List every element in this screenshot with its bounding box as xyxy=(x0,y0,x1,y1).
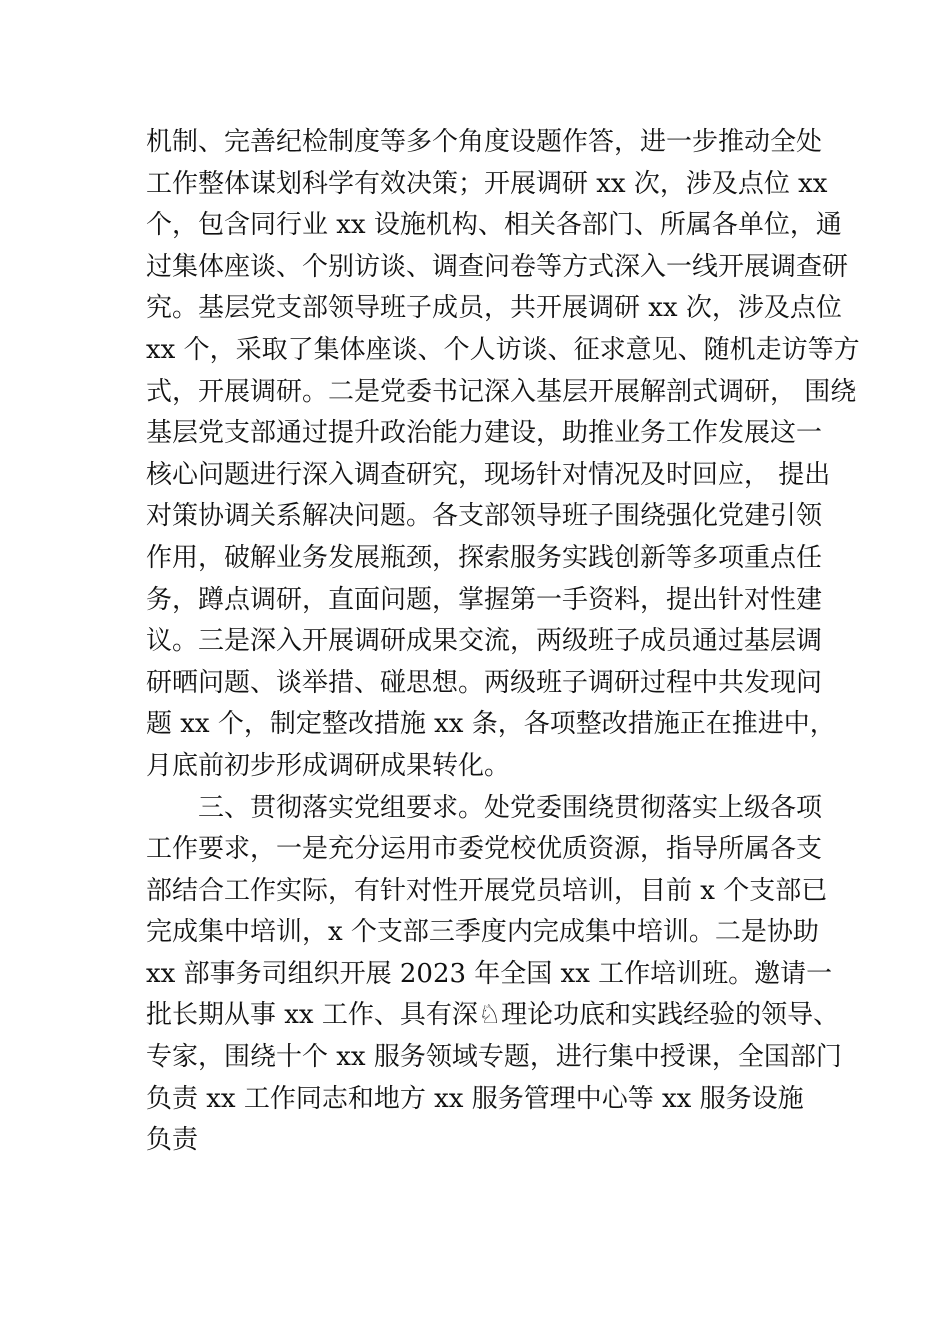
text-line: 专家，围绕十个 xx 服务领域专题，进行集中授课，全国部门 xyxy=(146,1042,842,1073)
text-line: 完成集中培训，x 个支部三季度内完成集中培训。二是协助 xyxy=(146,917,819,948)
text-line: 负责 xx 工作同志和地方 xx 服务管理中心等 xx 服务设施 xyxy=(146,1083,804,1114)
text-line: 究。基层党支部领导班子成员，共开展调研 xx 次，涉及点位 xyxy=(146,293,842,324)
text-line: xx 部事务司组织开展 2023 年全国 xx 工作培训班。邀请一 xyxy=(146,958,833,989)
text-line: 作用，破解业务发展瓶颈，探索服务实践创新等多项重点任 xyxy=(146,542,823,573)
text-line: 研晒问题、谈举措、碰思想。两级班子调研过程中共发现问 xyxy=(146,667,823,698)
text-line: 基层党支部通过提升政治能力建设，助推业务工作发展这一 xyxy=(146,418,823,449)
text-line: 过集体座谈、个别访谈、调查问卷等方式深入一线开展调查研 xyxy=(146,251,849,282)
text-line: 机制、完善纪检制度等多个角度设题作答，进一步推动全处 xyxy=(146,127,823,157)
text-line: 题 xx 个，制定整改措施 xx 条，各项整改措施正在推进中， xyxy=(146,709,836,740)
text-line: 议。三是深入开展调研成果交流，两级班子成员通过基层调 xyxy=(146,626,823,657)
text-line: 批长期从事 xx 工作、具有深♘理论功底和实践经验的领导、 xyxy=(146,1000,840,1031)
text-line: 核心问题进行深入调查研究，现场针对情况及时回应， 提出 xyxy=(146,459,831,490)
text-line: 式，开展调研。二是党委书记深入基层开展解剖式调研， 围绕 xyxy=(146,376,857,407)
text-line: xx 个，采取了集体座谈、个人访谈、征求意见、随机走访等方 xyxy=(146,334,860,365)
text-line: 月底前初步形成调研成果转化。 xyxy=(146,750,511,781)
text-line: 个，包含同行业 xx 设施机构、相关各部门、所属各单位，通 xyxy=(146,210,842,241)
text-line: 对策协调关系解决问题。各支部领导班子围绕强化党建引领 xyxy=(146,501,823,532)
section-heading-line: 三、贯彻落实党组要求。处党委围绕贯彻落实上级各项 xyxy=(198,792,823,823)
text-line: 部结合工作实际，有针对性开展党员培训，目前 x 个支部已 xyxy=(146,875,828,906)
text-line: 工作整体谋划科学有效决策；开展调研 xx 次，涉及点位 xx xyxy=(146,168,828,199)
body-text xyxy=(146,122,860,1162)
text-line: 负责 xyxy=(146,1125,199,1156)
text-line: 工作要求，一是充分运用市委党校优质资源，指导所属各支 xyxy=(146,834,823,865)
text-line: 务，蹲点调研，直面问题，掌握第一手资料，提出针对性建 xyxy=(146,584,823,615)
